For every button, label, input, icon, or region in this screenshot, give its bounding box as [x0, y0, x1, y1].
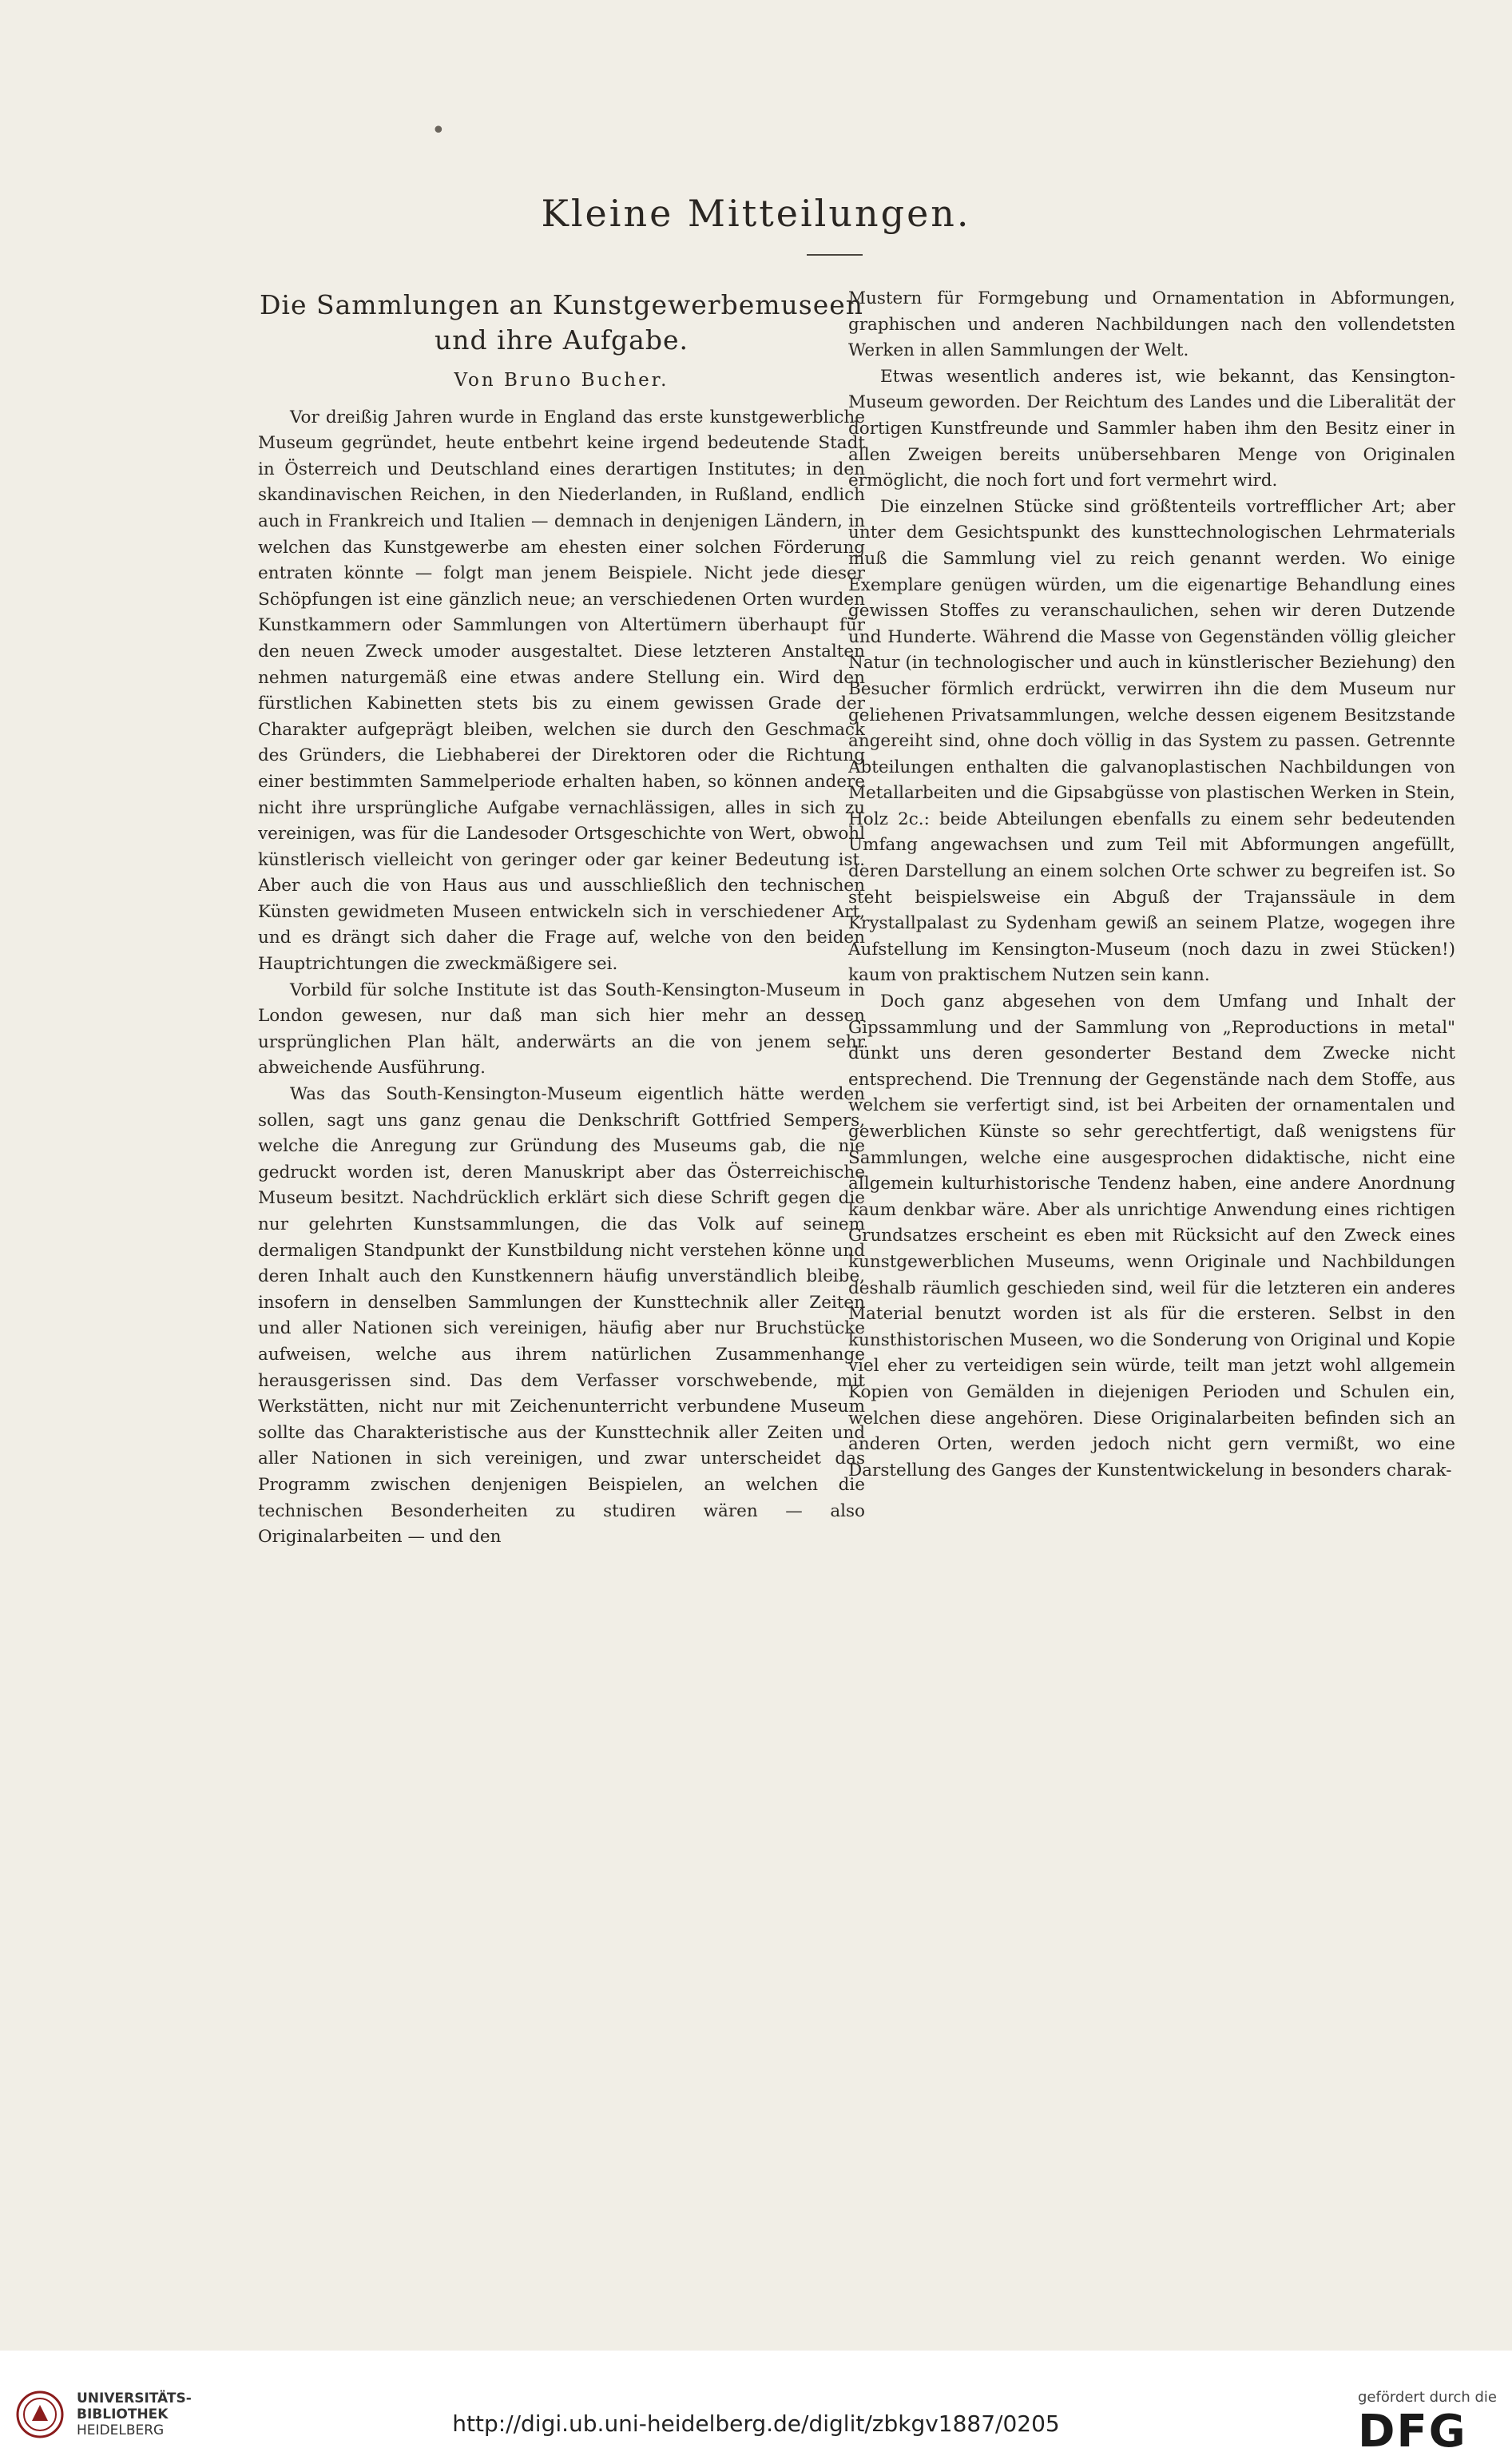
title-rule — [807, 254, 863, 256]
article-title-line-1: Die Sammlungen an Kunstgewerbemuseen — [259, 289, 864, 320]
paragraph: Vorbild für solche Institute ist das South-Kensington-Museum in London gewesen, nur daß man sich hier mehr an dessen ursprünglichen Plan hält, anderwärts an die von jenem sehr abweichende Ausführung. — [258, 980, 865, 1079]
library-name-line-3: HEIDELBERG — [77, 2422, 165, 2438]
footer-bar — [0, 2351, 1512, 2460]
article-byline: Von Bruno Bucher. — [454, 370, 669, 391]
paragraph: Mustern für Formgebung und Ornamentation in Abformungen, graphischen und anderen Nachbildungen nach den vollendetsten Werken in allen Sammlungen der Welt. — [848, 288, 1455, 361]
library-name-line-2: BIBLIOTHEK — [77, 2406, 169, 2422]
section-title: Kleine Mitteilungen. — [541, 192, 971, 235]
funded-by-label: gefördert durch die — [1358, 2389, 1497, 2406]
right-column — [848, 286, 1455, 2076]
paragraph: Vor dreißig Jahren wurde in England das erste kunstgewerbliche Museum gegründet, heute entbehrt keine irgend bedeutende Stadt in Österreich und Deutschland eines derartigen Institutes; in den skandinavischen Reichen, in den Niederlanden, in Rußland, endlich auch in Frankreich und Italien — demnach in denjenigen Ländern, in welchen das Kunstgewerbe am ehesten einer solchen Förderung entraten könnte — folgt man jenem Beispiele. Nicht jede dieser Schöpfungen ist eine gänzlich neue; an verschiedenen Orten wurden Kunstkammern oder Sammlungen von Altertümern überhaupt für den neuen Zweck umoder ausgestaltet. Diese letzteren Anstalten nehmen naturgemäß eine etwas andere Stellung ein. Wird den fürstlichen Kabinetten stets bis zu einem gewissen Grade der Charakter aufgeprägt bleiben, welchen sie durch den Geschmack des Gründers, die Liebhaberei der Direktoren oder die Richtung einer bestimmten Sammelperiode erhalten haben, so können andere nicht ihre ursprüngliche Aufgabe vernachlässigen, alles in sich zu vereinigen, was für die Landesoder Ortsgeschichte von Wert, obwohl künstlerisch vielleicht von geringer oder gar keiner Bedeutung ist. Aber auch die von Haus aus und ausschließlich den technischen Künsten gewidmeten Museen entwickeln sich in verschiedener Art, und es drängt sich daher die Frage auf, welche von den beiden Hauptrichtungen die zweckmäßigere sei. — [258, 407, 865, 975]
library-name-line-1: UNIVERSITÄTS- — [77, 2390, 192, 2406]
article-title — [258, 288, 865, 358]
article-title-line-2: und ihre Aufgabe. — [435, 324, 689, 356]
paragraph: Doch ganz abgesehen von dem Umfang und Inhalt der Gipssammlung und der Sammlung von „Reproductions in metal" dünkt uns deren gesonderter Bestand dem Zwecke nicht entsprechend. Die Trennung der Gegenstände nach dem Stoffe, aus welchem sie verfertigt sind, ist bei Arbeiten der ornamentalen und gewerblichen Künste so sehr gerechtfertigt, daß wenigstens für Sammlungen, welche eine ausgesprochen didaktische, nicht eine allgemein kulturhistorische Tendenz haben, eine andere Anordnung kaum denkbar wäre. Aber als unrichtige Anwendung eines richtigen Grundsatzes erscheint es eben mit Rücksicht auf den Zweck eines kunstgewerblichen Museums, wenn Originale und Nachbildungen deshalb räumlich geschieden sind, weil für die letzteren ein anderes Material benutzt worden ist als für die ersteren. Selbst in den kunsthistorischen Museen, wo die Sonderung von Original und Kopie viel eher zu verteidigen sein würde, teilt man jetzt wohl allgemein Kopien von Gemälden in diejenigen Perioden und Schulen ein, welchen diese angehören. Diese Originalarbeiten befinden sich an anderen Orten, werden jedoch nicht gern vermißt, wo eine Darstellung des Ganges der Kunstentwickelung in besonders charak- — [848, 992, 1455, 1480]
dfg-logo: DFG — [1358, 2406, 1467, 2458]
left-column — [258, 288, 865, 2077]
paragraph: Was das South-Kensington-Museum eigentlich hätte werden sollen, sagt uns ganz genau die Denkschrift Gottfried Sempers, welche die Anregung zur Gründung des Museums gab, die nie gedruckt worden ist, deren Manuskript aber das Österreichische Museum besitzt. Nachdrücklich erklärt sich diese Schrift gegen die nur gelehrten Kunstsammlungen, die das Volk auf seinem dermaligen Standpunkt der Kunstbildung nicht verstehen könne und deren Inhalt auch den Kunstkennern häufig unverständlich bleibe, insofern in denselben Sammlungen der Kunsttechnik aller Zeiten und aller Nationen sich vereinigen, häufig aber nur Bruchstücke aufweisen, welche aus ihrem natürlichen Zusammenhange herausgerissen sind. Das dem Verfasser vorschwebende, mit Werkstätten, nicht nur mit Zeichenunterricht verbundene Museum sollte das Charakteristische aus der Kunsttechnik aller Zeiten und aller Nationen in sich vereinigen, und zwar unterscheidet das Programm zwischen denjenigen Beispielen, an welchen die technischen Besonderheiten zu studiren wären — also Originalarbeiten — und den — [258, 1084, 865, 1548]
page-mark: • — [431, 117, 446, 145]
paragraph: Die einzelnen Stücke sind größtenteils vortrefflicher Art; aber unter dem Gesichtspunkt des kunsttechnologischen Lehrmaterials muß die Sammlung viel zu reich genannt werden. Wo einige Exemplare genügen würden, um die eigenartige Behandlung eines gewissen Stoffes zu veranschaulichen, sehen wir deren Dutzende und Hunderte. Während die Masse von Gegenständen völlig gleicher Natur (in technologischer und auch in künstlerischer Beziehung) den Besucher förmlich erdrückt, verwirren ihn die dem Museum nur geliehenen Privatsammlungen, welche dessen eigenem Besitzstande angereiht sind, ohne doch völlig in das System zu passen. Getrennte Abteilungen enthalten die galvanoplastischen Nachbildungen von Metallarbeiten und die Gipsabgüsse von plastischen Werken in Stein, Holz 2c.: beide Abteilungen ebenfalls zu einem sehr bedeutenden Umfang angewachsen und zum Teil mit Abformungen angefüllt, deren Darstellung an einem solchen Orte schwer zu begreifen ist. So steht beispielsweise ein Abguß der Trajanssäule in dem Krystallpalast zu Sydenham gewiß an seinem Platze, wogegen ihre Aufstellung im Kensington-Museum (noch dazu in zwei Stücken!) kaum von praktischem Nutzen sein kann. — [848, 496, 1455, 986]
source-url-link[interactable]: http://digi.ub.uni-heidelberg.de/diglit/zbkgv1887/0205 — [452, 2410, 1060, 2437]
paragraph: Etwas wesentlich anderes ist, wie bekannt, das Kensington-Museum geworden. Der Reichtum des Landes und die Liberalität der dortigen Kunstfreunde und Sammler haben ihm den Besitz einer in allen Zweigen bereits unübersehbaren Menge von Originalen ermöglicht, die noch fort und fort vermehrt wird. — [848, 366, 1455, 491]
